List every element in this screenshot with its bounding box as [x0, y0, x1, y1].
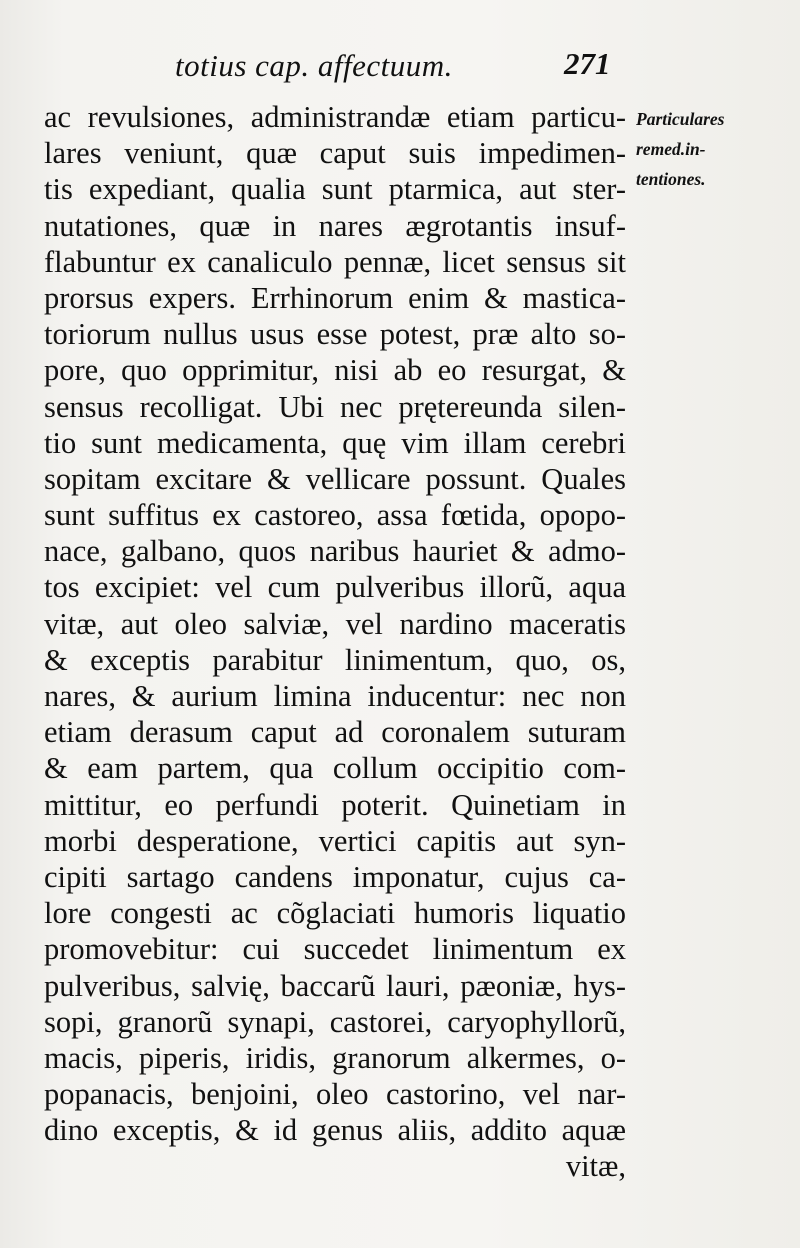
- text-line: sopitam excitare & vellicare possunt. Quales: [44, 461, 626, 496]
- text-line: sunt suffitus ex castoreo, assa fœtida, opopo-: [44, 498, 626, 533]
- text-line: tis expediant, qualia sunt ptarmica, aut ster-: [44, 172, 626, 207]
- text-line: ac revulsiones, administrandæ etiam particu-: [44, 100, 626, 134]
- text-line: sensus recolligat. Ubi nec prętereunda silen-: [44, 389, 626, 424]
- text-line: toriorum nullus usus esse potest, præ alto so-: [44, 317, 626, 352]
- body-text: [44, 99, 626, 1185]
- margin-note-line: remed.in-: [636, 139, 706, 159]
- text-line: popanacis, benjoini, oleo castorino, vel nar-: [44, 1077, 626, 1112]
- text-line: dino exceptis, & id genus aliis, addito aquæ: [44, 1113, 626, 1148]
- text-line: pulveribus, salvię, baccarũ lauri, pæoniæ, hys-: [44, 968, 626, 1003]
- margin-note: [636, 104, 796, 194]
- text-line: vitæ, aut oleo salviæ, vel nardino maceratis: [44, 606, 626, 641]
- margin-note-line: Particulares: [636, 109, 725, 129]
- text-line: etiam derasum caput ad coronalem suturam: [44, 715, 626, 750]
- text-line: nace, galbano, quos naribus hauriet & admo-: [44, 534, 626, 569]
- text-line: nares, & aurium limina inducentur: nec non: [44, 679, 626, 713]
- text-line: macis, piperis, iridis, granorum alkermes, o-: [44, 1040, 626, 1075]
- catchword: vitæ,: [565, 1149, 626, 1184]
- text-line: lore congesti ac cõglaciati humoris liquatio: [44, 896, 626, 931]
- text-line: & exceptis parabitur linimentum, quo, os,: [44, 642, 626, 677]
- text-line: morbi desperatione, vertici capitis aut syn-: [44, 823, 626, 858]
- text-line: mittitur, eo perfundi poterit. Quinetiam in: [44, 787, 626, 822]
- text-line: lares veniunt, quæ caput suis impedimen-: [44, 136, 626, 171]
- page-number: 271: [564, 46, 611, 81]
- text-line: pore, quo opprimitur, nisi ab eo resurgat, &: [44, 353, 626, 388]
- margin-note-line: tentiones.: [636, 169, 706, 189]
- text-line: tio sunt medicamenta, quę vim illam cerebri: [44, 425, 626, 460]
- page-header: [0, 42, 800, 92]
- text-line: flabuntur ex canaliculo pennæ, licet sensus sit: [44, 244, 626, 279]
- text-line: tos excipiet: vel cum pulveribus illorũ, aqua: [44, 570, 626, 605]
- running-title: totius cap. affectuum.: [175, 48, 453, 83]
- text-line: cipiti sartago candens imponatur, cujus ca-: [44, 859, 626, 894]
- text-line: sopi, granorũ synapi, castorei, caryophyllorũ,: [44, 1004, 626, 1039]
- text-line: & eam partem, qua collum occipitio com-: [44, 751, 626, 786]
- text-line: nutationes, quæ in nares ægrotantis insuf-: [44, 208, 626, 243]
- text-line: prorsus expers. Errhinorum enim & mastica-: [44, 280, 626, 315]
- text-line: promovebitur: cui succedet linimentum ex: [44, 932, 626, 967]
